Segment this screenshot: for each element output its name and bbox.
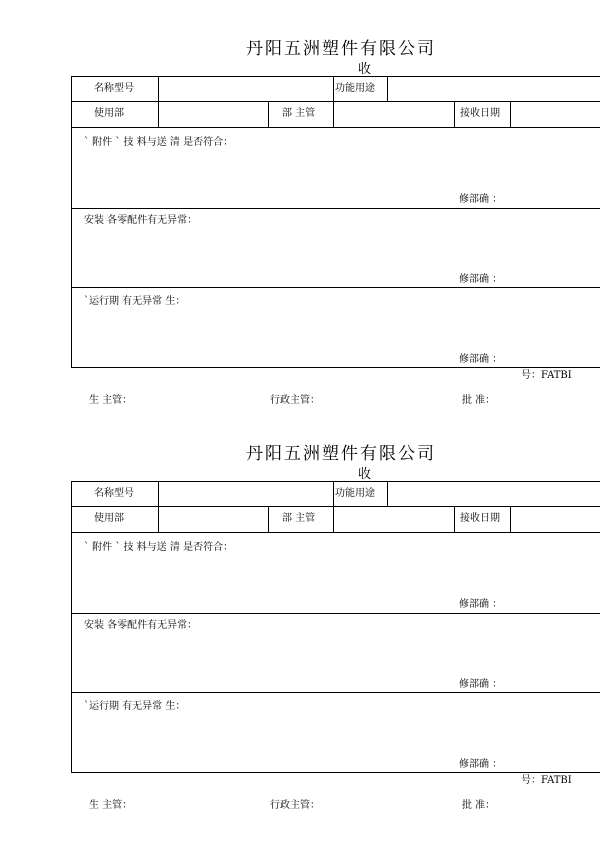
document-number: 号：FATBI [521, 370, 572, 381]
approval-signature: 批 准： [462, 395, 496, 406]
cell-divider [333, 482, 334, 506]
cell-divider [510, 101, 511, 127]
acceptance-form-1 [0, 0, 600, 410]
form-title: 收 [358, 62, 372, 77]
repair-dept-confirm-label: 修部确 ： [459, 759, 503, 770]
repair-dept-confirm-label: 修部确 ： [459, 599, 503, 610]
cell-divider [333, 101, 334, 127]
dept-head-field[interactable] [340, 108, 448, 120]
model-label: 名称型号 [94, 83, 134, 94]
section-divider [72, 287, 600, 288]
user-dept-label: 使用部 [94, 513, 124, 524]
production-head-signature: 生 主管： [89, 395, 133, 406]
section-label-operation: `运行期 有无异常 生： [84, 701, 186, 712]
admin-head-signature: 行政主管： [270, 800, 320, 811]
section-label-attachments: ` 附件 ` 技 料与送 清 是否符合： [84, 137, 234, 148]
acceptance-form-2 [0, 405, 600, 815]
user-dept-field[interactable] [164, 513, 262, 525]
cell-divider [158, 482, 159, 506]
form-title: 收 [358, 467, 372, 482]
section-divider [72, 692, 600, 693]
dept-head-field[interactable] [340, 513, 448, 525]
receive-date-field[interactable] [516, 108, 596, 120]
purpose-label: 功能用途 [335, 488, 375, 499]
cell-divider [268, 101, 269, 127]
section-label-installation: 安装 各零配件有无异常： [84, 215, 198, 226]
approval-signature: 批 准： [462, 800, 496, 811]
section-divider [72, 208, 600, 209]
company-title: 丹阳五洲塑件有限公司 [246, 39, 436, 59]
user-dept-field[interactable] [164, 108, 262, 120]
purpose-field[interactable] [394, 83, 544, 95]
company-title: 丹阳五洲塑件有限公司 [246, 444, 436, 464]
model-field[interactable] [164, 83, 324, 95]
model-label: 名称型号 [94, 488, 134, 499]
cell-divider [510, 506, 511, 532]
receive-date-field[interactable] [516, 513, 596, 525]
user-dept-label: 使用部 [94, 108, 124, 119]
section-label-operation: `运行期 有无异常 生： [84, 296, 186, 307]
receive-date-label: 接收日期 [460, 108, 500, 119]
cell-divider [158, 101, 159, 127]
section-label-attachments: ` 附件 ` 技 料与送 清 是否符合： [84, 542, 234, 553]
cell-divider [158, 77, 159, 101]
row-divider [72, 506, 600, 507]
cell-divider [268, 506, 269, 532]
repair-dept-confirm-label: 修部确 ： [459, 274, 503, 285]
repair-dept-confirm-label: 修部确 ： [459, 194, 503, 205]
document-number: 号：FATBI [521, 775, 572, 786]
dept-head-label: 部 主管 [282, 513, 316, 524]
model-field[interactable] [164, 488, 324, 500]
cell-divider [454, 101, 455, 127]
repair-dept-confirm-label: 修部确 ： [459, 354, 503, 365]
cell-divider [333, 77, 334, 101]
purpose-field[interactable] [394, 488, 544, 500]
row-divider [72, 532, 600, 533]
cell-divider [333, 506, 334, 532]
cell-divider [158, 506, 159, 532]
section-divider [72, 613, 600, 614]
section-label-installation: 安装 各零配件有无异常： [84, 620, 198, 631]
cell-divider [387, 482, 388, 506]
receive-date-label: 接收日期 [460, 513, 500, 524]
cell-divider [387, 77, 388, 101]
purpose-label: 功能用途 [335, 83, 375, 94]
form-table [71, 481, 600, 773]
form-table [71, 76, 600, 368]
row-divider [72, 127, 600, 128]
cell-divider [454, 506, 455, 532]
production-head-signature: 生 主管： [89, 800, 133, 811]
repair-dept-confirm-label: 修部确 ： [459, 679, 503, 690]
admin-head-signature: 行政主管： [270, 395, 320, 406]
dept-head-label: 部 主管 [282, 108, 316, 119]
row-divider [72, 101, 600, 102]
